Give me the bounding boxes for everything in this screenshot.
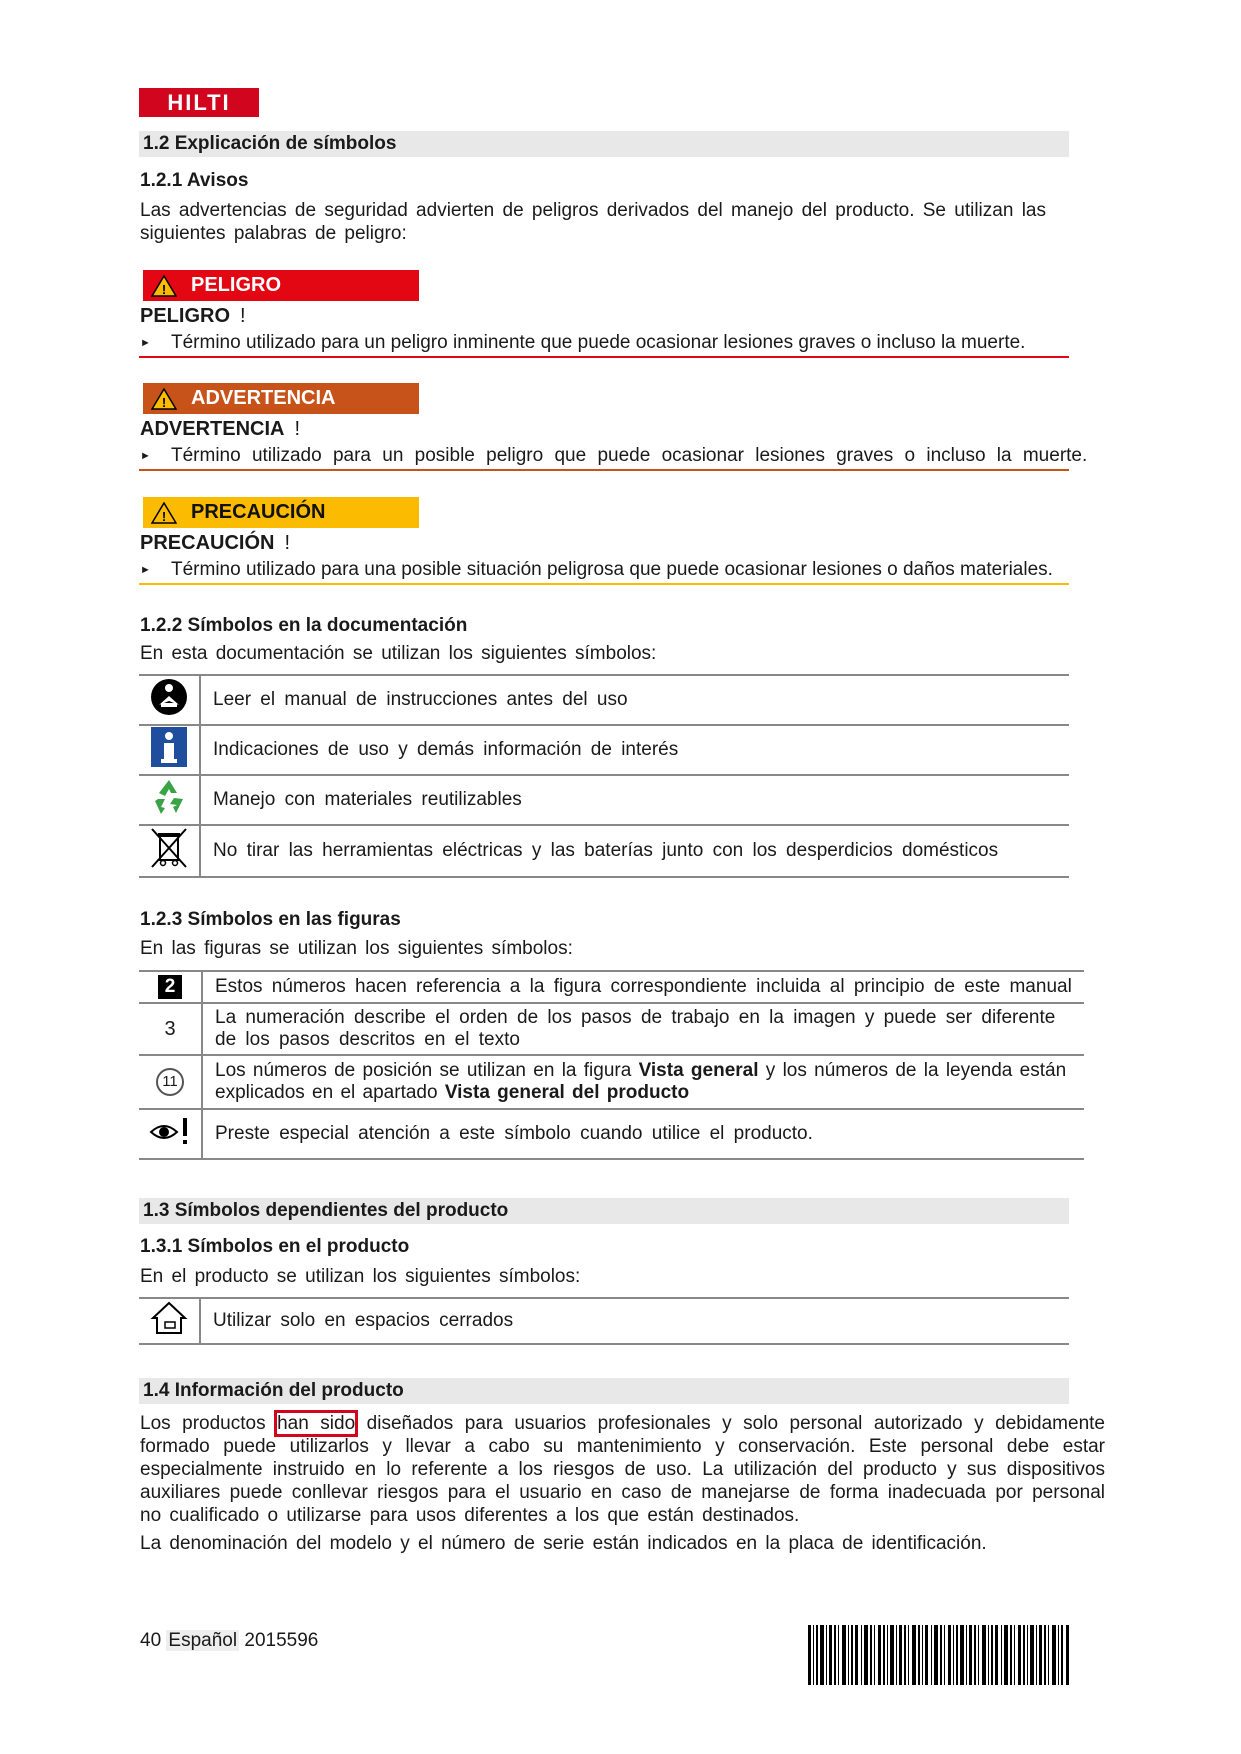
subsection-heading-1-2-1: 1.2.1 Avisos <box>140 170 249 191</box>
symbol-description: Leer el manual de instrucciones antes del uso <box>200 675 1069 725</box>
bullet-arrow-icon: ► <box>140 449 151 462</box>
table-row <box>139 1055 1084 1109</box>
info-icon <box>139 725 200 775</box>
page-footer <box>140 1630 318 1652</box>
avisos-intro: Las advertencias de seguridad advierten de peligros derivados del manejo del producto. Se utilizan las siguientes palabras de peligro: <box>140 200 1046 244</box>
step-number-icon <box>139 1003 202 1055</box>
table-row <box>139 1003 1084 1055</box>
table-row <box>139 971 1084 1003</box>
desc-bold: Vista general <box>638 1060 759 1081</box>
subsection-heading-1-2-3: 1.2.3 Símbolos en las figuras <box>140 909 401 930</box>
symbol-description: Estos números hacen referencia a la figura correspondiente incluida al principio de este manual <box>202 971 1084 1003</box>
symbol-description: Utilizar solo en espacios cerrados <box>200 1298 1069 1344</box>
peligro-banner-label: PELIGRO <box>191 274 282 296</box>
manual-icon <box>139 675 200 725</box>
advertencia-underline <box>139 469 1069 471</box>
advertencia-word: ADVERTENCIA <box>140 418 285 440</box>
symbol-description: Preste especial atención a este símbolo cuando utilice el producto. <box>202 1109 1084 1159</box>
precaucion-text: Término utilizado para una posible situación peligrosa que puede ocasionar lesiones o daños materiales. <box>171 559 1053 580</box>
step-number-label: 3 <box>164 1017 176 1040</box>
symbol-description: Indicaciones de uso y demás información de interés <box>200 725 1069 775</box>
warning-triangle-icon <box>151 275 177 297</box>
precaucion-banner <box>143 497 419 528</box>
desc-bold: Vista general del producto <box>444 1082 690 1103</box>
product-symbols-intro: En el producto se utilizan los siguientes símbolos: <box>140 1266 581 1287</box>
precaucion-signal-word <box>140 532 290 555</box>
recycle-icon <box>139 775 200 825</box>
advertencia-signal-word <box>140 418 300 441</box>
bullet-arrow-icon: ► <box>140 563 151 576</box>
paragraph-part: diseñados para usuarios profesionales y solo personal autorizado y debidamente formado puede utilizarlos y llevar a cabo su mantenimiento y conservación. Este personal debe estar especialmente instruido en lo referente a los riesgos de uso. La utilización del producto y sus dispositivos auxiliares puede conllevar riesgos para el usuario en caso de manejarse de forma inadecuada por personal no cualificado o utilizarse para usos diferentes a los que están destinados. <box>140 1413 1105 1526</box>
warning-triangle-icon <box>151 502 177 524</box>
peligro-description <box>140 332 1105 354</box>
no-trash-bin-icon <box>139 825 200 877</box>
subsection-heading-1-3-1: 1.3.1 Símbolos en el producto <box>140 1236 410 1257</box>
peligro-exclamation: ! <box>240 305 246 327</box>
footer-doc-number: 2015596 <box>244 1630 319 1651</box>
table-row <box>139 825 1069 877</box>
figure-symbols-table <box>139 970 1084 1160</box>
bullet-arrow-icon: ► <box>140 336 151 349</box>
peligro-text: Término utilizado para un peligro inminente que puede ocasionar lesiones graves o incluso la muerte. <box>171 332 1026 353</box>
product-info-paragraph <box>140 1412 1105 1527</box>
indoor-use-icon <box>139 1298 200 1344</box>
desc-part: Los números de posición se utilizan en la figura <box>215 1060 639 1081</box>
figure-number-icon <box>139 971 202 1003</box>
table-row <box>139 775 1069 825</box>
position-number-icon <box>139 1055 202 1109</box>
peligro-underline <box>139 356 1069 358</box>
precaucion-description <box>140 559 1105 581</box>
precaucion-banner-label: PRECAUCIÓN <box>191 501 326 523</box>
figure-symbols-intro: En las figuras se utilizan los siguientes símbolos: <box>140 938 573 959</box>
model-identification-paragraph: La denominación del modelo y el número de serie están indicados en la placa de identificación. <box>140 1533 987 1554</box>
svg-text:!: ! <box>161 281 167 297</box>
advertencia-description <box>140 445 1105 467</box>
documentation-symbols-table <box>139 674 1069 878</box>
hilti-logo <box>139 88 259 117</box>
eye-attention-icon <box>139 1109 202 1159</box>
peligro-banner <box>143 270 419 301</box>
peligro-signal-word <box>140 305 246 328</box>
peligro-word: PELIGRO <box>140 305 231 327</box>
precaucion-exclamation: ! <box>284 532 291 554</box>
highlighted-phrase: han sido <box>277 1413 356 1434</box>
advertencia-banner <box>143 383 419 414</box>
precaucion-word: PRECAUCIÓN <box>140 532 275 554</box>
symbol-description <box>202 1055 1084 1109</box>
barcode <box>808 1625 1069 1685</box>
desc-part: y los números de la leyenda están explicados en el apartado <box>215 1060 1067 1103</box>
footer-language: Español <box>168 1630 238 1651</box>
section-heading-1-3: 1.3 Símbolos dependientes del producto <box>139 1198 1069 1224</box>
documentation-symbols-intro: En esta documentación se utilizan los siguientes símbolos: <box>140 643 657 664</box>
warning-triangle-icon <box>151 388 177 410</box>
table-row <box>139 725 1069 775</box>
svg-text:!: ! <box>161 508 167 524</box>
product-symbols-table <box>139 1297 1069 1345</box>
section-heading-1-2: 1.2 Explicación de símbolos <box>139 131 1069 157</box>
figure-number-badge: 2 <box>158 975 182 999</box>
logo-text: HILTI <box>167 89 231 115</box>
advertencia-exclamation: ! <box>294 418 301 440</box>
subsection-heading-1-2-2: 1.2.2 Símbolos en la documentación <box>140 615 468 636</box>
advertencia-banner-label: ADVERTENCIA <box>191 387 336 409</box>
position-number-label: 11 <box>156 1068 184 1096</box>
paragraph-part: Los productos <box>140 1413 278 1434</box>
symbol-description: No tirar las herramientas eléctricas y las baterías junto con los desperdicios domésticos <box>200 825 1069 877</box>
advertencia-text: Término utilizado para un posible peligro que puede ocasionar lesiones graves o incluso la muerte. <box>171 445 1088 466</box>
table-row <box>139 1109 1084 1159</box>
symbol-description: Manejo con materiales reutilizables <box>200 775 1069 825</box>
page-number: 40 <box>140 1630 162 1651</box>
section-heading-1-4: 1.4 Información del producto <box>139 1378 1069 1404</box>
table-row <box>139 675 1069 725</box>
precaucion-underline <box>139 583 1069 585</box>
svg-text:!: ! <box>161 394 167 410</box>
symbol-description: La numeración describe el orden de los pasos de trabajo en la imagen y puede ser diferente de los pasos descritos en el texto <box>202 1003 1084 1055</box>
table-row <box>139 1298 1069 1344</box>
